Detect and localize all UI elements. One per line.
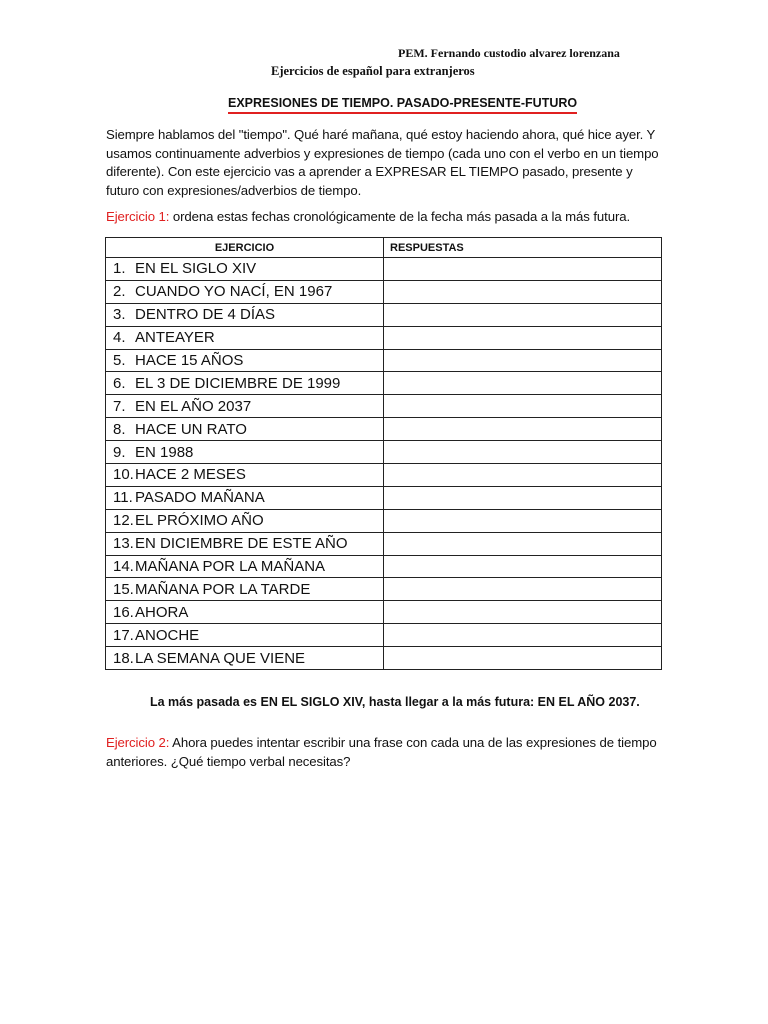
item-text: EN EL AÑO 2037 (135, 397, 252, 415)
exercise-cell (106, 647, 384, 670)
exercise-1-instructions (106, 208, 666, 226)
exercise-cell (106, 578, 384, 601)
answer-cell[interactable] (384, 326, 662, 349)
answer-cell[interactable] (384, 280, 662, 303)
item-number: 5. (113, 352, 126, 369)
item-text: ANOCHE (135, 626, 200, 644)
item-text: HACE UN RATO (135, 420, 247, 438)
item-number: 15. (113, 580, 134, 598)
exercise-cell (106, 532, 384, 555)
table-row (106, 441, 662, 464)
table-row (106, 349, 662, 372)
answer-cell[interactable] (384, 486, 662, 509)
answer-cell[interactable] (384, 441, 662, 464)
exercise-cell (106, 509, 384, 532)
item-number: 17. (113, 626, 134, 644)
item-number: 7. (113, 397, 126, 415)
item-text: HACE 15 AÑOS (135, 352, 244, 369)
header-author: PEM. Fernando custodio alvarez lorenzana (398, 46, 620, 60)
answer-cell[interactable] (384, 349, 662, 372)
table-row (106, 280, 662, 303)
exercise-table (105, 237, 662, 670)
item-number: 8. (113, 420, 126, 438)
exercise-cell (106, 601, 384, 624)
item-number: 1. (113, 260, 126, 278)
answer-cell[interactable] (384, 464, 662, 487)
item-text: MAÑANA POR LA MAÑANA (135, 558, 326, 576)
table-row (106, 258, 662, 281)
exercise-cell (106, 464, 384, 487)
item-text: LA SEMANA QUE VIENE (135, 649, 306, 667)
item-number: 9. (113, 443, 126, 461)
table-row (106, 624, 662, 647)
intro-paragraph: Siempre hablamos del "tiempo". Qué haré mañana, qué estoy haciendo ahora, qué hice ayer. Y usamos continuamente adverbios y expresiones de tiempo (cada uno con el verbo en un tiempo diferente). Con este ejercicio vas a aprender a EXPRESAR EL TIEMPO pasado, presente y futuro con expresiones/adverbios de tiempo. (106, 127, 659, 198)
item-number: 13. (113, 535, 134, 553)
exercise-1-label: Ejercicio 1: (106, 209, 170, 224)
table-header-row (106, 238, 662, 258)
item-text: EN DICIEMBRE DE ESTE AÑO (135, 535, 348, 553)
table-row (106, 578, 662, 601)
answer-cell[interactable] (384, 372, 662, 395)
table-row (106, 486, 662, 509)
item-text: EN 1988 (135, 443, 194, 461)
answer-cell[interactable] (384, 555, 662, 578)
exercise-cell (106, 486, 384, 509)
answer-cell[interactable] (384, 647, 662, 670)
item-text: ANTEAYER (135, 329, 215, 347)
item-text: AHORA (135, 603, 189, 621)
item-text: CUANDO YO NACÍ, EN 1967 (135, 283, 333, 301)
table-row (106, 647, 662, 670)
header-subtitle: Ejercicios de español para extranjeros (271, 64, 475, 78)
exercise-cell (106, 418, 384, 441)
exercise-cell (106, 441, 384, 464)
table-row (106, 532, 662, 555)
table-row (106, 555, 662, 578)
table-body (106, 258, 662, 670)
item-number: 2. (113, 283, 126, 301)
exercise-1-text: ordena estas fechas cronológicamente de la fecha más pasada a la más futura. (169, 209, 631, 224)
answer-cell[interactable] (384, 418, 662, 441)
exercise-cell (106, 395, 384, 418)
exercise-cell (106, 372, 384, 395)
table-row (106, 418, 662, 441)
exercise-cell (106, 303, 384, 326)
exercise-cell (106, 349, 384, 372)
exercise-cell (106, 258, 384, 281)
exercise-cell (106, 326, 384, 349)
conclusion-text: La más pasada es EN EL SIGLO XIV, hasta llegar a la más futura: EN EL AÑO 2037. (150, 695, 640, 709)
table-row (106, 464, 662, 487)
exercise-2-instructions (106, 734, 666, 771)
exercise-2-label: Ejercicio 2: (106, 735, 170, 750)
item-text: PASADO MAÑANA (135, 489, 265, 507)
answer-cell[interactable] (384, 258, 662, 281)
item-text: EL 3 DE DICIEMBRE DE 1999 (135, 374, 341, 392)
exercise-cell (106, 280, 384, 303)
exercise-cell (106, 624, 384, 647)
item-number: 16. (113, 603, 134, 621)
item-text: DENTRO DE 4 DÍAS (135, 306, 276, 324)
document-title: EXPRESIONES DE TIEMPO. PASADO-PRESENTE-FUTURO (228, 96, 577, 114)
item-number: 10. (113, 466, 134, 484)
item-text: HACE 2 MESES (135, 466, 246, 484)
item-number: 18. (113, 649, 134, 667)
item-text: EL PRÓXIMO AÑO (135, 512, 264, 530)
table-row (106, 326, 662, 349)
column-header-exercise: EJERCICIO (106, 238, 384, 258)
item-number: 11. (113, 489, 133, 507)
answer-cell[interactable] (384, 532, 662, 555)
item-number: 6. (113, 374, 126, 392)
item-number: 14. (113, 558, 134, 576)
item-text: MAÑANA POR LA TARDE (135, 580, 311, 598)
table-row (106, 395, 662, 418)
item-number: 3. (113, 306, 126, 324)
answer-cell[interactable] (384, 601, 662, 624)
answer-cell[interactable] (384, 578, 662, 601)
item-number: 4. (113, 329, 126, 347)
exercise-cell (106, 555, 384, 578)
table-row (106, 303, 662, 326)
table-row (106, 509, 662, 532)
item-text: EN EL SIGLO XIV (135, 260, 257, 278)
table-row (106, 372, 662, 395)
exercise-2-text: Ahora puedes intentar escribir una frase con cada una de las expresiones de tiempo anteriores. ¿Qué tiempo verbal necesitas? (106, 735, 657, 769)
table-row (106, 601, 662, 624)
answer-cell[interactable] (384, 624, 662, 647)
answer-cell[interactable] (384, 395, 662, 418)
column-header-answers: RESPUESTAS (384, 238, 662, 258)
answer-cell[interactable] (384, 303, 662, 326)
answer-cell[interactable] (384, 509, 662, 532)
item-number: 12. (113, 512, 134, 530)
